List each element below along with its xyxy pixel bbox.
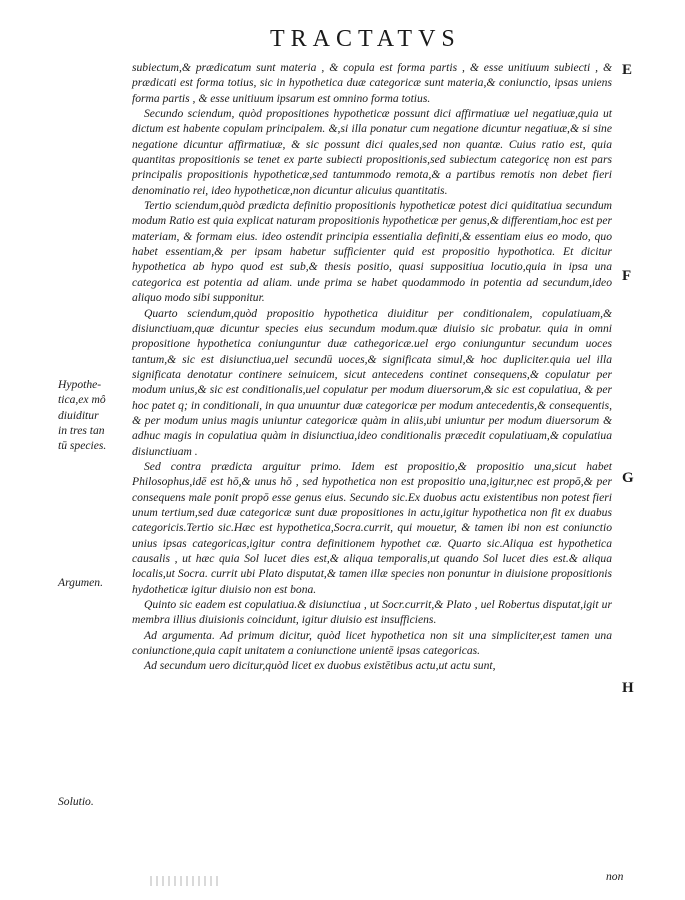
side-note-argumen xyxy=(58,575,103,590)
running-head: TRACTATVS xyxy=(270,26,461,52)
paragraph-ad-secundum: Ad secundum uero dicitur,quòd licet ex duobus existētibus actu,ut actu sunt, xyxy=(144,659,496,673)
paragraph-continuation: subiectum,& prædicatum sunt materia , & copula est forma partis , & esse unitiuum subiecti , & prædicati est forma totius, sic in hypothetica duæ categoricæ sunt materia,& coniunctio, ipsas uniens forma partis , & esse unitiuum ipsarum est omnino forma totius. xyxy=(132,61,612,105)
catchword: non xyxy=(606,870,624,883)
side-note-line: Hypothe- xyxy=(58,378,102,391)
main-text-column xyxy=(132,60,612,674)
paragraph-quarto: Quarto sciendum,quòd propositio hypothetica diuiditur per conditionalem, copulatiuam,& disiunctiuam,quæ dicuntur species eius secundum modum.quæ diuisio sic probatur. quia in omni propositione hypothetica coniunguntur duæ cathegoricæ.uel ergo coniunguntur secundum uoces tantum,& sic est disiunctiua,uel secundū uoces,& significata simul,& hoc dupliciter.quia uel illa significata denotatur continere seinuicem, sicut antecedens continet consequens,& copulatur per modum unius,& sic est conditionalis,uel copulatur per modum diuersorum,& sic est copulatiua, & per hoc patet q; in conditionali, in qua unuuntur duæ categoricæ per modum antecedentis,& consequentis, & per modum unius magis uniuntur categoricæ quàm in aliis,ubi uniuntur per modum diuersorum & adhuc magis in copulatiua quàm in disiunctiua,ideo conditionalis præcedit copulatiuam,& copulatiua disiunctiuam . xyxy=(132,306,612,458)
side-note-solutio xyxy=(58,794,94,809)
side-note-line: in tres tan xyxy=(58,424,105,438)
side-note-line: tica,ex mô xyxy=(58,393,106,407)
side-note-hypothetica xyxy=(58,377,106,454)
margin-letter-f: F xyxy=(622,268,632,284)
ink-smudge xyxy=(150,876,220,886)
paragraph-solutio: Ad argumenta. Ad primum dicitur, quòd licet hypothetica non sit una simpliciter,est tamen una coniunctione,quia capit unitatem a coniunctione unientē ipsas categoricas. xyxy=(132,628,612,658)
paragraph-argumenta: Sed contra prædicta arguitur primo. Idem est propositio,& propositio una,sicut habet Philosophus,idē est hō,& unus hō , sed hypothetica non est propositio una,igitur,nec est propō,& per consequens male ponit propō esse genus eius. Secundo sic.Ex duobus actu existentibus non potest fieri unum tertium,sed duæ categoricæ sunt duæ propositiones in actu,igitur hypothetica non fit ex duabus categoricis.Tertio sic.Hæc est hypothetica,Socra.currit, qui mouetur, & tamen ibi non est coniunctio unius ipsas categoricas,igitur contra definitionem hypothet cæ. Quarto sic.Aliqua est hypothetica causalis , ut hæc quia Sol lucet dies est,& aliqua temporalis,ut quando Sol lucet dies est.& aliqua localis,ut Socra. currit ubi Plato disputat,& tamen illæ species non ponuntur in diuisione propositionis hydotheticæ igitur diuisio non est bona. xyxy=(132,459,612,596)
side-note-line: diuiditur xyxy=(58,408,99,422)
paragraph-quinto: Quinto sic eadem est copulatiua.& disiunctiua , ut Socr.currit,& Plato , uel Robertus disputat,igit ur membra illius diuisionis coincidunt, igitur diuisio est insufficiens. xyxy=(132,598,612,627)
side-note-line: Argumen. xyxy=(58,576,103,589)
side-note-line: tū species. xyxy=(58,439,107,453)
paragraph-tertio: Tertio sciendum,quòd prædicta definitio propositionis hypotheticæ potest dici quiditatiua secundum modum Ratio est quia explicat naturam propositionis hypotheticæ per genus,& differentiam,hoc est per materiam, & formam eius. ideo ostendit principia essentialia definiti,& essentiam eius eo modo, quo habet essentiam,& per ipsam habetur sufficienter quid est propositio hypothotica. Et dicitur hypothetica ab hypo quod est sub,& thesis positio, quasi suppositiua locutio,quia in ipsa una categorica est potentia ad aliam. unde prima se habet quodammodo in potentia ad secundum,ideo aliquo modo sibi supponitur. xyxy=(132,199,612,305)
side-note-line: Solutio. xyxy=(58,795,94,808)
paragraph-secundo: Secundo sciendum, quòd propositiones hypotheticæ possunt dici affirmatiuæ uel negatiuæ,quia ut dictum est habente copulam principalem. &,si illa ponatur cum negatione dicuntur negatiuæ,& si sine negatione dicuntur affirmatiuæ, & sic possunt dici quales,sed non quantæ. Cuius ratio est, quia quantitas propositionis se tenet ex parte subiecti propositionis,sed subiectum categoricę non est pars principalis propositionis hypotheticæ,sed tantummodo remota,& a partibus remotis non debet fieri denominatio rei, ideo hypotheticæ,non dicuntur alicuius quantitatis. xyxy=(132,107,612,197)
margin-letter-g: G xyxy=(622,470,634,486)
margin-letter-e: E xyxy=(622,62,633,78)
margin-letter-h: H xyxy=(622,680,634,696)
